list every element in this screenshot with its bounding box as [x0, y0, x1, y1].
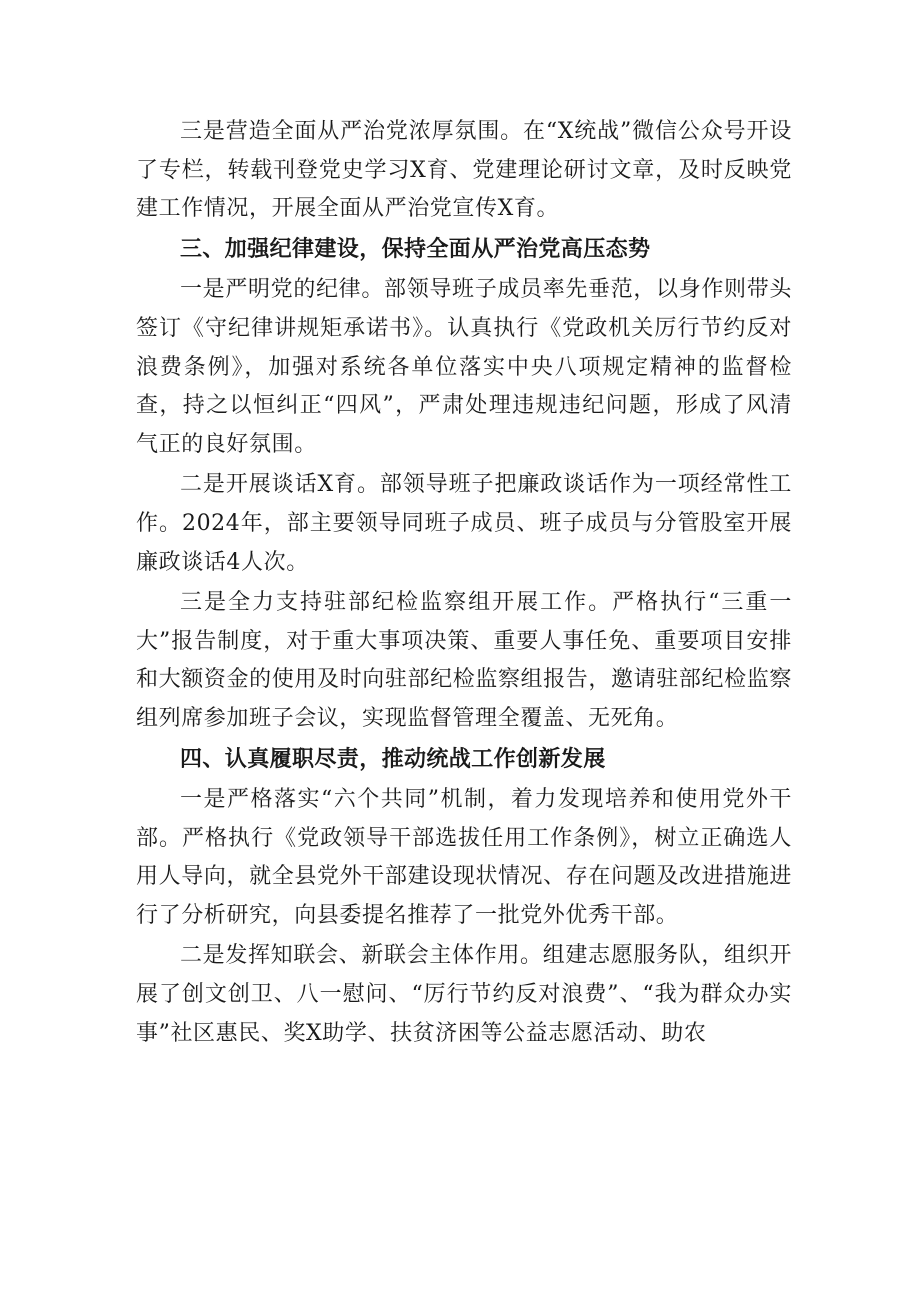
paragraph-cadre-mechanism: 一是严格落实“六个共同”机制，着力发现培养和使用党外干部。严格执行《党政领导干部选拔任用工作条例》，树立正确选人用人导向，就全县党外干部建设现状情况、存在问题及改进措施进行了分析研究，向县委提名推荐了一批党外优秀干部。 [136, 787, 792, 928]
paragraph-volunteer-activities: 二是发挥知联会、新联会主体作用。组建志愿服务队，组织开展了创文创卫、八一慰问、“厉行节约反对浪费”、“我为群众办实事”社区惠民、奖X助学、扶贫济困等公益志愿活动、助农 [136, 943, 792, 1046]
section-heading-discipline: 三、加强纪律建设，保持全面从严治党高压态势 [180, 236, 651, 262]
document-body [136, 113, 792, 1053]
paragraph-talk-education: 二是开展谈话X育。部领导班子把廉政谈话作为一项经常性工作。2024年，部主要领导同班子成员、班子成员与分管股室开展廉政谈话4人次。 [136, 472, 792, 575]
paragraph-atmosphere: 三是营造全面从严治党浓厚氛围。在“X统战”微信公众号开设了专栏，转载刊登党史学习X育、党建理论研讨文章，及时反映党建工作情况，开展全面从严治党宣传X育。 [136, 119, 792, 222]
section-heading-duties: 四、认真履职尽责，推动统战工作创新发展 [180, 746, 606, 772]
paragraph-inspection-support: 三是全力支持驻部纪检监察组开展工作。严格执行“三重一大”报告制度，对于重大事项决策、重要人事任免、重要项目安排和大额资金的使用及时向驻部纪检监察组报告，邀请驻部纪检监察组列席参加班子会议，实现监督管理全覆盖、无死角。 [136, 590, 792, 731]
paragraph-party-discipline: 一是严明党的纪律。部领导班子成员率先垂范，以身作则带头签订《守纪律讲规矩承诺书》。认真执行《党政机关厉行节约反对浪费条例》，加强对系统各单位落实中央八项规定精神的监督检查，持之以恒纠正“四风”，严肃处理违规违纪问题，形成了风清气正的良好氛围。 [136, 277, 792, 457]
